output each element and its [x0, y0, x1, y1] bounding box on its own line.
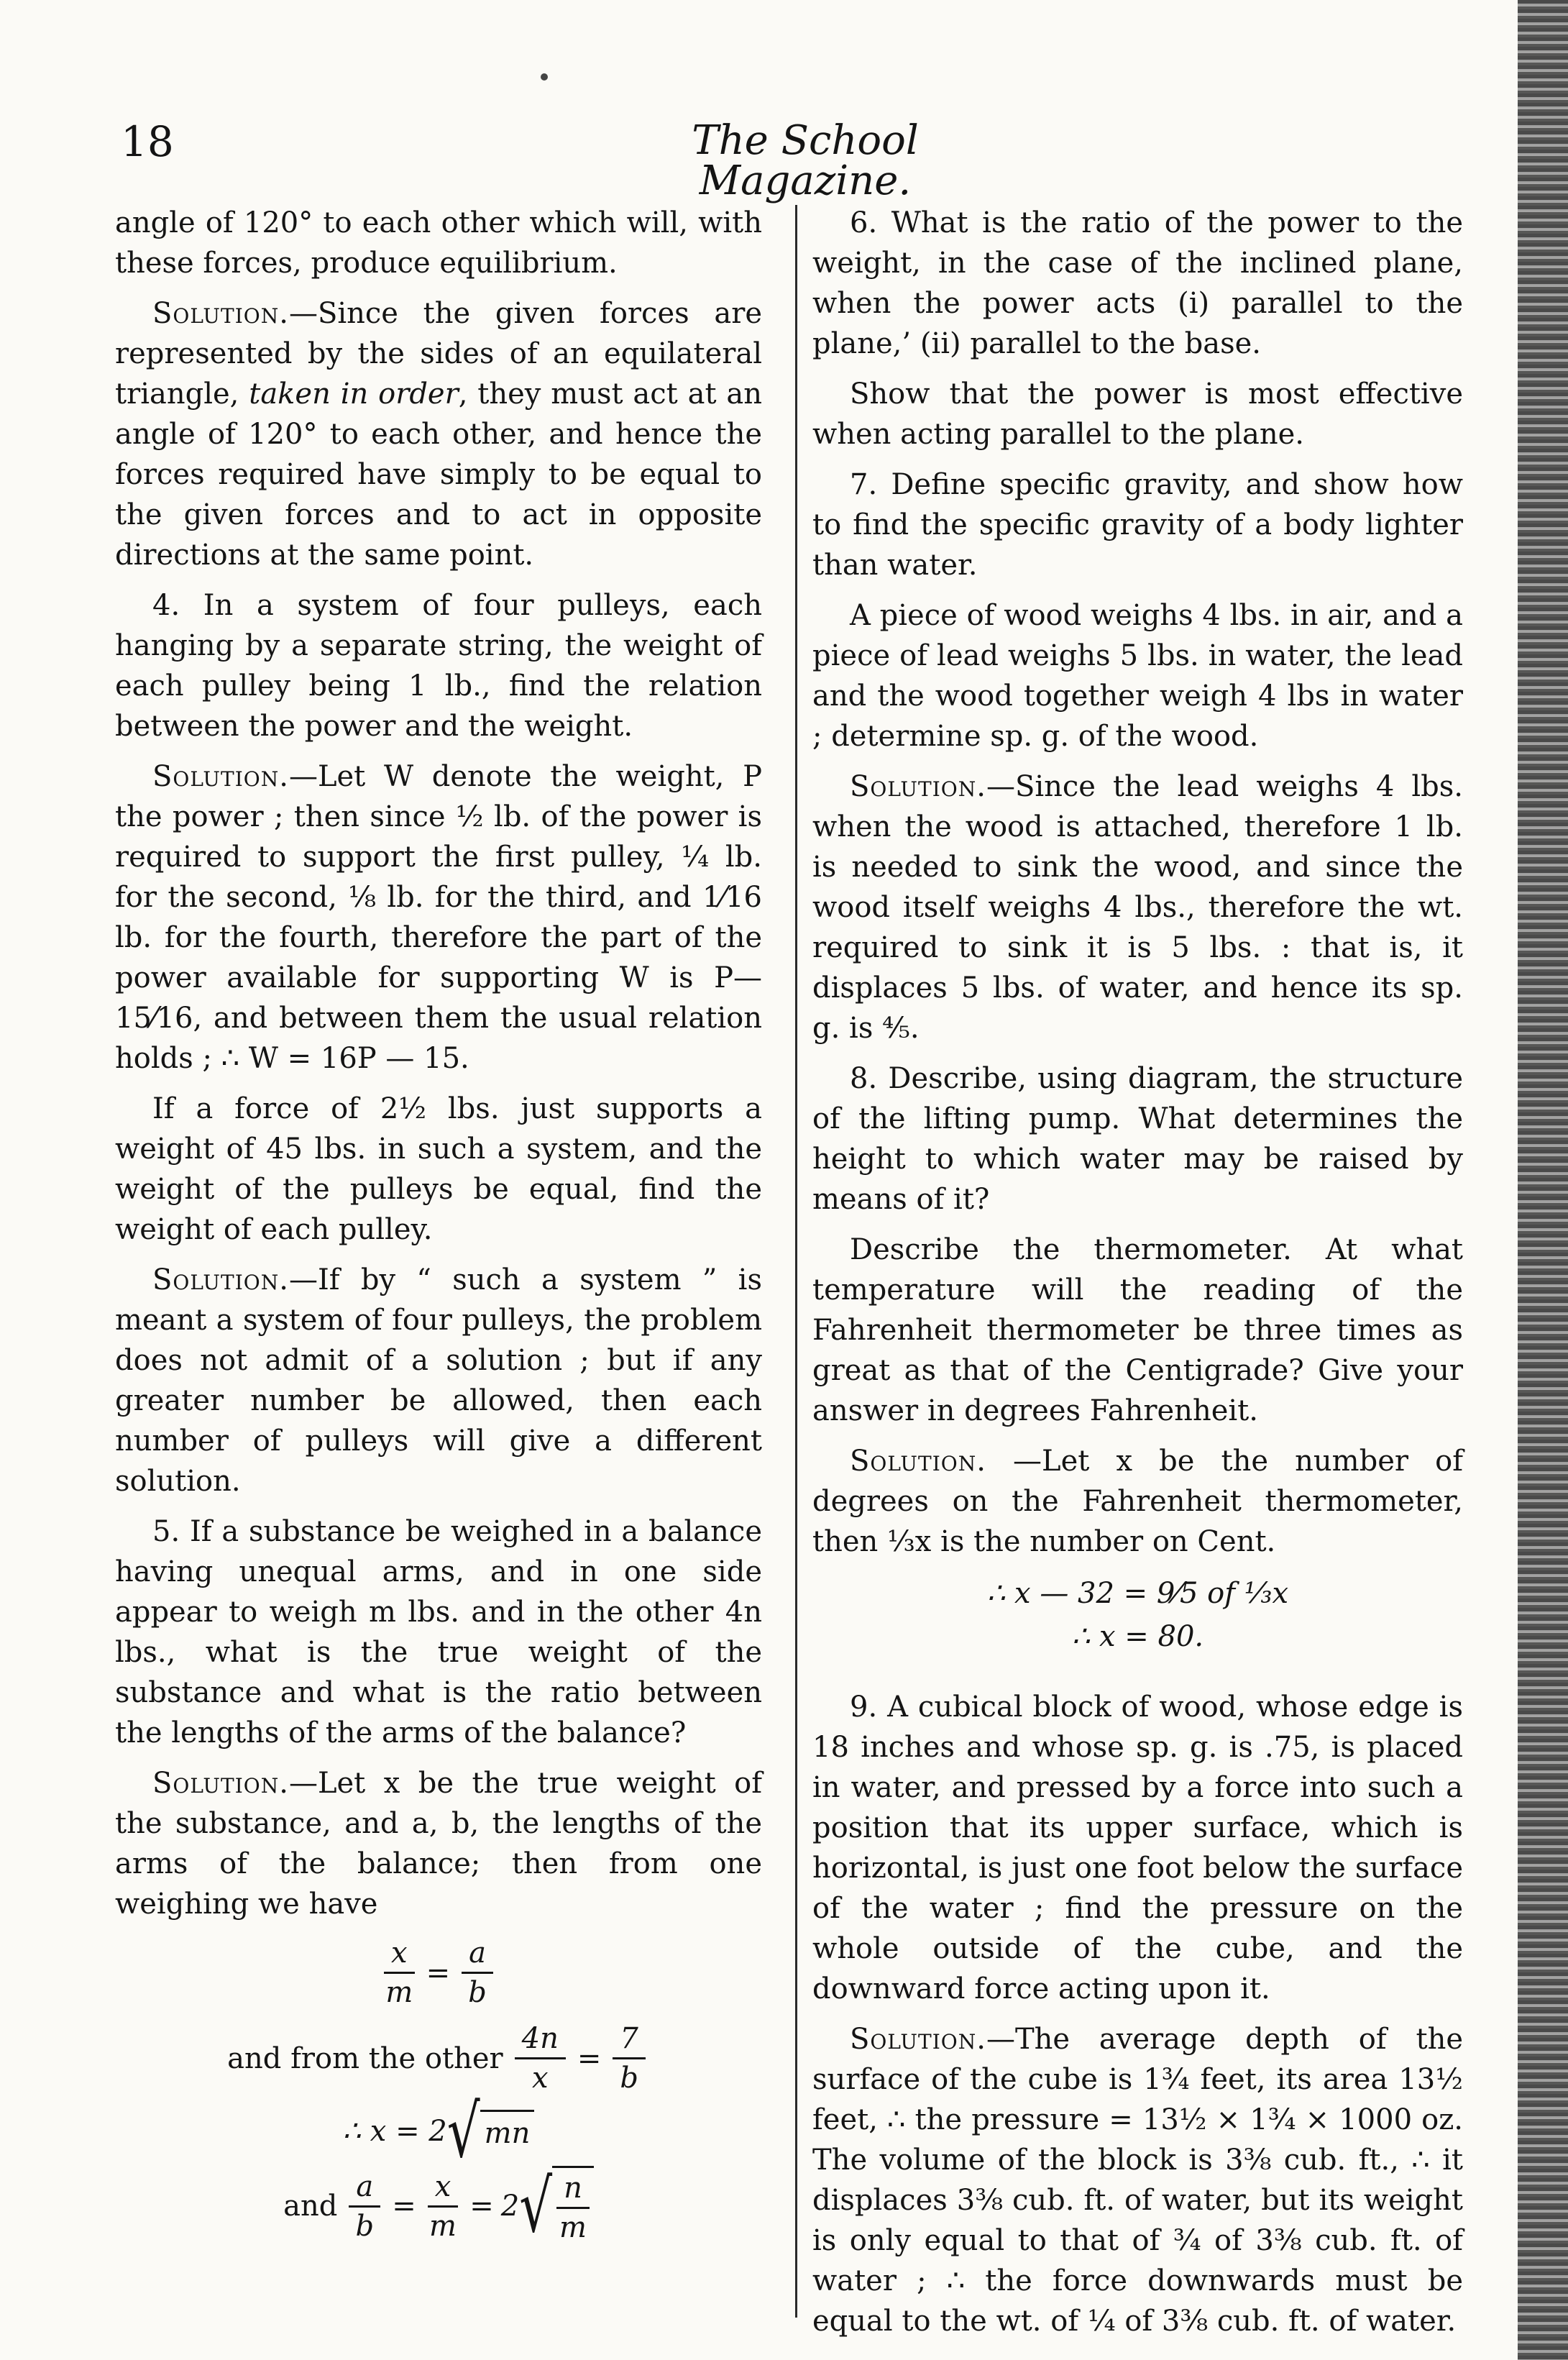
question-5: 5. If a substance be weighed in a balance having unequal arms, and in one side appear to weigh m lbs. and in the other 4n lbs., what is the true weight of the substance and what is the ratio between the lengths of the arms of the balance?	[115, 1515, 762, 1750]
right-column	[812, 203, 1463, 2351]
column-rule	[795, 205, 797, 2318]
page-edge	[1518, 0, 1568, 2360]
solution-paragraph: Solution. —Let x be the number of degrees on the Fahrenheit thermometer, then ⅓x is the number on Cent.	[812, 1445, 1463, 1558]
radical-icon: √	[446, 2089, 480, 2174]
solution-paragraph: Solution.—The average depth of the surface of the cube is 1¾ feet, its area 13½ feet, ∴ the pressure = 13½ × 1¾ × 1000 oz. The volume of the block is 3⅜ cub. ft., ∴ it displaces 3⅜ cub. ft. of water, but its weight is only equal to that of ¾ of 3⅜ cub. ft. of water ; ∴ the force downwards must be equal to the wt. of ¼ of 3⅜ cub. ft. of water.	[812, 2023, 1463, 2338]
solution-label: Solution.	[152, 1767, 289, 1800]
question-8b: Describe the thermometer. At what temperature will the reading of the Fahrenheit thermometer be three times as great as that of the Centigrade? Give your answer in degrees Fahrenheit.	[812, 1233, 1463, 1427]
solution-paragraph: Solution.—Let W denote the weight, P the power ; then since ½ lb. of the power is required to support the first pulley, ¼ lb. for the second, ⅛ lb. for the third, and 1⁄16 lb. for the fourth, therefore the part of the power available for supporting W is P—15⁄16, and between them the usual relation holds ; ∴ W = 16P — 15.	[115, 760, 762, 1075]
equation-2: and from the other $\frac{4n}{x}$ = $\frac{7}{b}$	[115, 2020, 762, 2097]
solution-label: Solution.	[850, 1445, 986, 1478]
solution-paragraph: Solution.—If by “ such a system ” is meant a system of four pulleys, the problem does not admit of a solution ; but if any greater number be allowed, then each number of pulleys will give a different solution.	[115, 1263, 762, 1498]
solution-paragraph: Solution.—Since the lead weighs 4 lbs. when the wood is attached, therefore 1 lb. is needed to sink the wood, and since the wood itself weighs 4 lbs., therefore the wt. required to sink it is 5 lbs. : that is, it displaces 5 lbs. of water, and hence its sp. g. is ⅘.	[812, 770, 1463, 1045]
solution-label: Solution.	[152, 760, 289, 793]
question-6b: Show that the power is most effective when acting parallel to the plane.	[812, 378, 1463, 451]
solution-label: Solution.	[152, 1263, 289, 1296]
question-4b: If a force of 2½ lbs. just supports a weight of 45 lbs. in such a system, and the weight of the pulleys be equal, find the weight of each pulley.	[115, 1092, 762, 1246]
solution-paragraph: Solution.—Let x be the true weight of the substance, and a, b, the lengths of the arms of the balance; then from one weighing we have	[115, 1767, 762, 1921]
question-6: 6. What is the ratio of the power to the weight, in the case of the inclined plane, when the power acts (i) parallel to the plane,’ (ii) parallel to the base.	[812, 206, 1463, 360]
page-number: 18	[121, 117, 174, 166]
solution-label: Solution.	[850, 770, 986, 803]
equation-4: and $\frac{a}{b}$ = $\frac{x}{m}$ = 2 √ $\frac{n}{m}$	[115, 2166, 762, 2246]
equation-5: ∴ x — 32 = 9⁄5 of ⅓x	[986, 1577, 1289, 1610]
equation-3: ∴ x = 2 √ mn	[115, 2105, 762, 2157]
left-column	[115, 203, 762, 2255]
question-7: 7. Define specific gravity, and show how to find the specific gravity of a body lighter than water.	[812, 468, 1463, 582]
question-8: 8. Describe, using diagram, the structure of the lifting pump. What determines the height to which water may be raised by means of it?	[812, 1062, 1463, 1216]
ink-speck	[541, 73, 548, 81]
solution-paragraph: Solution.—Since the given forces are represented by the sides of an equilateral triangle, taken in order, they must act at an angle of 120° to each other, and hence the forces required have simply to be equal to the given forces and to act in opposite directions at the same point.	[115, 297, 762, 572]
radical-icon: √	[519, 2164, 553, 2249]
paragraph: angle of 120° to each other which will, with these forces, produce equilibrium.	[115, 206, 762, 280]
equation-6: ∴ x = 80.	[1071, 1620, 1204, 1653]
equation-1: $\frac{x}{m}$ = $\frac{a}{b}$	[115, 1934, 762, 2011]
question-9: 9. A cubical block of wood, whose edge is 18 inches and whose sp. g. is .75, is placed in water, and pressed by a force into such a position that its upper surface, which is horizontal, is just one foot below the surface of the water ; find the pressure on the whole outside of the cube, and the downward force acting upon it.	[812, 1691, 1463, 2005]
solution-label: Solution.	[152, 297, 289, 330]
question-4: 4. In a system of four pulleys, each hanging by a separate string, the weight of each pulley being 1 lb., find the relation between the power and the weight.	[115, 589, 762, 743]
solution-label: Solution.	[850, 2023, 986, 2056]
running-title: The School Magazine.	[692, 117, 919, 204]
question-7b: A piece of wood weighs 4 lbs. in air, and a piece of lead weighs 5 lbs. in water, the lead and the wood together weigh 4 lbs in water ; determine sp. g. of the wood.	[812, 599, 1463, 753]
